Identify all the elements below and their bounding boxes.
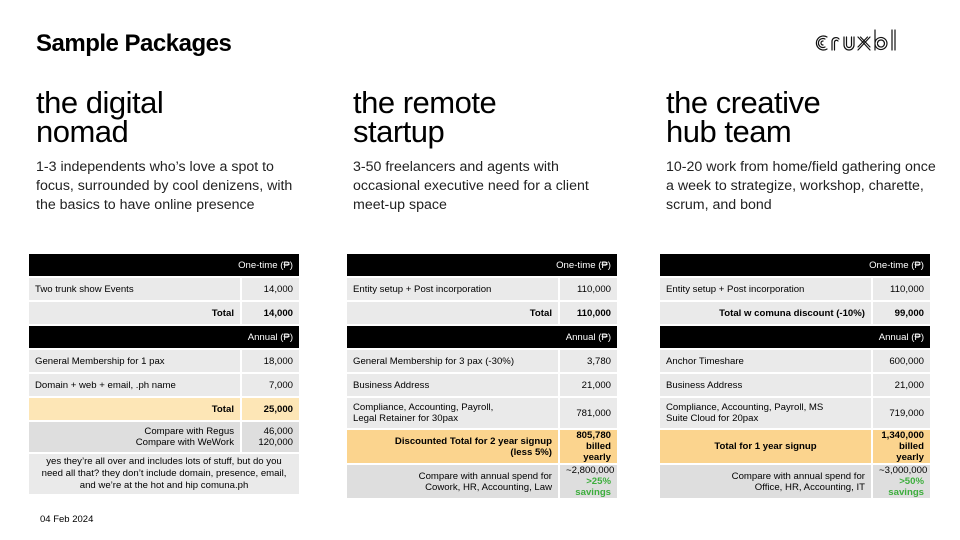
table-row: Business Address 21,000 [347, 374, 617, 396]
savings-badge: >50% savings [888, 476, 925, 498]
table-row: Compliance, Accounting, Payroll, MS Suite Cloud for 20pax 719,000 [660, 398, 930, 428]
one-time-header-row: One-time (₱) [347, 254, 617, 276]
table-row: Compliance, Accounting, Payroll, Legal Retainer for 30pax 781,000 [347, 398, 617, 428]
annual-header-row: Annual (₱) [660, 326, 930, 348]
annual-header-row: Annual (₱) [347, 326, 617, 348]
annual-total-row: Discounted Total for 2 year signup (less 5%) 805,780 billed yearly [347, 430, 617, 463]
package-description: 1-3 independents who’s love a spot to focus, surrounded by cool denizens, with the basics to have online presence [36, 159, 293, 213]
compare-row: Compare with annual spend for Office, HR, Accounting, IT ~3,000,000 >50% savings [660, 465, 930, 498]
one-time-header-row: One-time (₱) [660, 254, 930, 276]
savings-badge: >25% savings [575, 476, 612, 498]
compare-row: Compare with annual spend for Cowork, HR, Accounting, Law ~2,800,000 >25% savings [347, 465, 617, 498]
slide-title: Sample Packages [36, 30, 232, 57]
package-creative-hub-team [666, 85, 936, 215]
package-digital-nomad [36, 85, 306, 215]
slide-date: 04 Feb 2024 [40, 514, 94, 525]
annual-header-row: Annual (₱) [29, 326, 299, 348]
pricing-table-creative-hub-team [660, 252, 930, 500]
annual-total-row: Total 25,000 [29, 398, 299, 420]
package-title: the creative hub team [666, 85, 821, 149]
table-row: Business Address 21,000 [660, 374, 930, 396]
annual-total-row: Total for 1 year signup 1,340,000 billed yearly [660, 430, 930, 463]
pricing-table-remote-startup [347, 252, 617, 500]
one-time-total-row: Total 14,000 [29, 302, 299, 324]
package-description: 3-50 freelancers and agents with occasional executive need for a client meet-up space [353, 159, 589, 213]
package-remote-startup [353, 85, 623, 215]
table-row: General Membership for 1 pax 18,000 [29, 350, 299, 372]
table-row: Domain + web + email, .ph name 7,000 [29, 374, 299, 396]
table-row: Entity setup + Post incorporation 110,000 [347, 278, 617, 300]
one-time-total-row: Total 110,000 [347, 302, 617, 324]
table-row: Two trunk show Events 14,000 [29, 278, 299, 300]
package-description: 10-20 work from home/field gathering once a week to strategize, workshop, charette, scrum, and bond [666, 159, 936, 213]
pricing-table-digital-nomad [29, 252, 299, 496]
package-title: the remote startup [353, 85, 497, 149]
one-time-header-row: One-time (₱) [29, 254, 299, 276]
package-title: the digital nomad [36, 85, 164, 149]
table-row: Anchor Timeshare 600,000 [660, 350, 930, 372]
one-time-total-row: Total w comuna discount (-10%) 99,000 [660, 302, 930, 324]
compare-row: Compare with Regus Compare with WeWork 46,000 120,000 [29, 422, 299, 452]
cruxbl-logo [812, 28, 930, 56]
table-row: General Membership for 3 pax (-30%) 3,780 [347, 350, 617, 372]
table-row: Entity setup + Post incorporation 110,000 [660, 278, 930, 300]
note-row: yes they’re all over and includes lots of stuff, but do you need all that? they don’t include domain, presence, email, and we’re at the hot and hip comuna.ph [29, 454, 299, 494]
